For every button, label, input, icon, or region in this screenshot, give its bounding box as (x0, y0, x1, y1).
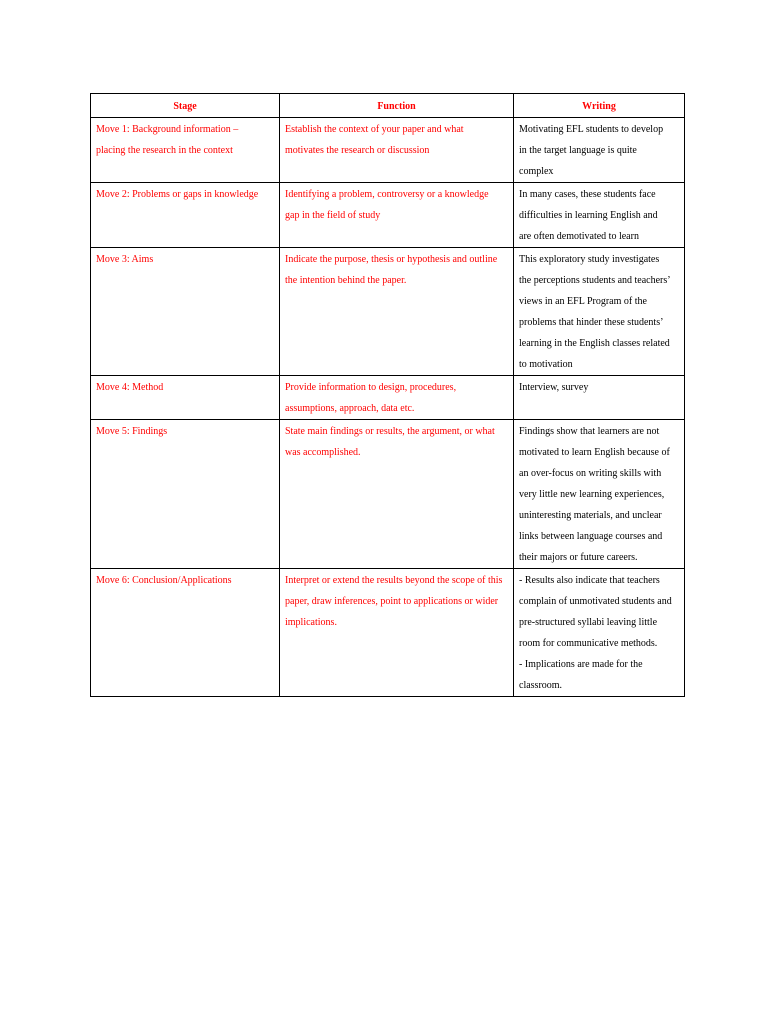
writing-cell (514, 248, 685, 376)
stage-text: Move 2: Problems or gaps in knowledge (96, 189, 259, 200)
writing-text: Motivating EFL students to develop in the target language is quite complex (519, 124, 664, 177)
stage-text: Move 3: Aims (96, 254, 154, 265)
function-text: Provide information to design, procedures, assumptions, approach, data etc. (285, 382, 457, 414)
header-row (91, 94, 685, 118)
stage-cell (91, 420, 280, 569)
stage-cell (91, 569, 280, 697)
stage-cell (91, 248, 280, 376)
writing-cell (514, 183, 685, 248)
function-cell (280, 248, 514, 376)
stage-cell (91, 376, 280, 420)
header-function: Function (280, 94, 514, 118)
stage-text: Move 5: Findings (96, 426, 168, 437)
header-stage: Stage (91, 94, 280, 118)
function-cell (280, 183, 514, 248)
table-row (91, 118, 685, 183)
function-text: Establish the context of your paper and what motivates the research or discussion (285, 124, 464, 156)
table-row (91, 183, 685, 248)
table-row (91, 569, 685, 697)
stage-cell (91, 118, 280, 183)
function-cell (280, 376, 514, 420)
stage-text: Move 6: Conclusion/Applications (96, 575, 232, 586)
stage-text: Move 4: Method (96, 382, 164, 393)
moves-table (90, 93, 685, 697)
writing-cell (514, 569, 685, 697)
table-row (91, 376, 685, 420)
function-text: Identifying a problem, controversy or a knowledge gap in the field of study (285, 189, 489, 221)
writing-cell (514, 420, 685, 569)
writing-text: Interview, survey (519, 382, 589, 393)
header-writing: Writing (514, 94, 685, 118)
writing-text: - Results also indicate that teachers complain of unmotivated students and pre-structured syllabi leaving little room for communicative methods. - Implications are made for the classroom. (519, 575, 672, 691)
function-cell (280, 569, 514, 697)
writing-cell (514, 118, 685, 183)
writing-cell (514, 376, 685, 420)
stage-text: Move 1: Background information – placing the research in the context (96, 124, 239, 156)
table-row (91, 248, 685, 376)
stage-cell (91, 183, 280, 248)
function-cell (280, 118, 514, 183)
function-text: State main findings or results, the argument, or what was accomplished. (285, 426, 495, 458)
function-text: Indicate the purpose, thesis or hypothesis and outline the intention behind the paper. (285, 254, 498, 286)
writing-text: Findings show that learners are not motivated to learn English because of an over-focus on writing skills with very little new learning experiences, uninteresting materials, and unclear links between language courses and their majors or future careers. (519, 426, 670, 563)
function-cell (280, 420, 514, 569)
writing-text: This exploratory study investigates the perceptions students and teachers’ views in an EFL Program of the problems that hinder these students’ learning in the English classes related to motivation (519, 254, 671, 370)
function-text: Interpret or extend the results beyond the scope of this paper, draw inferences, point to applications or wider implications. (285, 575, 503, 628)
table-row (91, 420, 685, 569)
writing-text: In many cases, these students face difficulties in learning English and are often demotivated to learn (519, 189, 658, 242)
